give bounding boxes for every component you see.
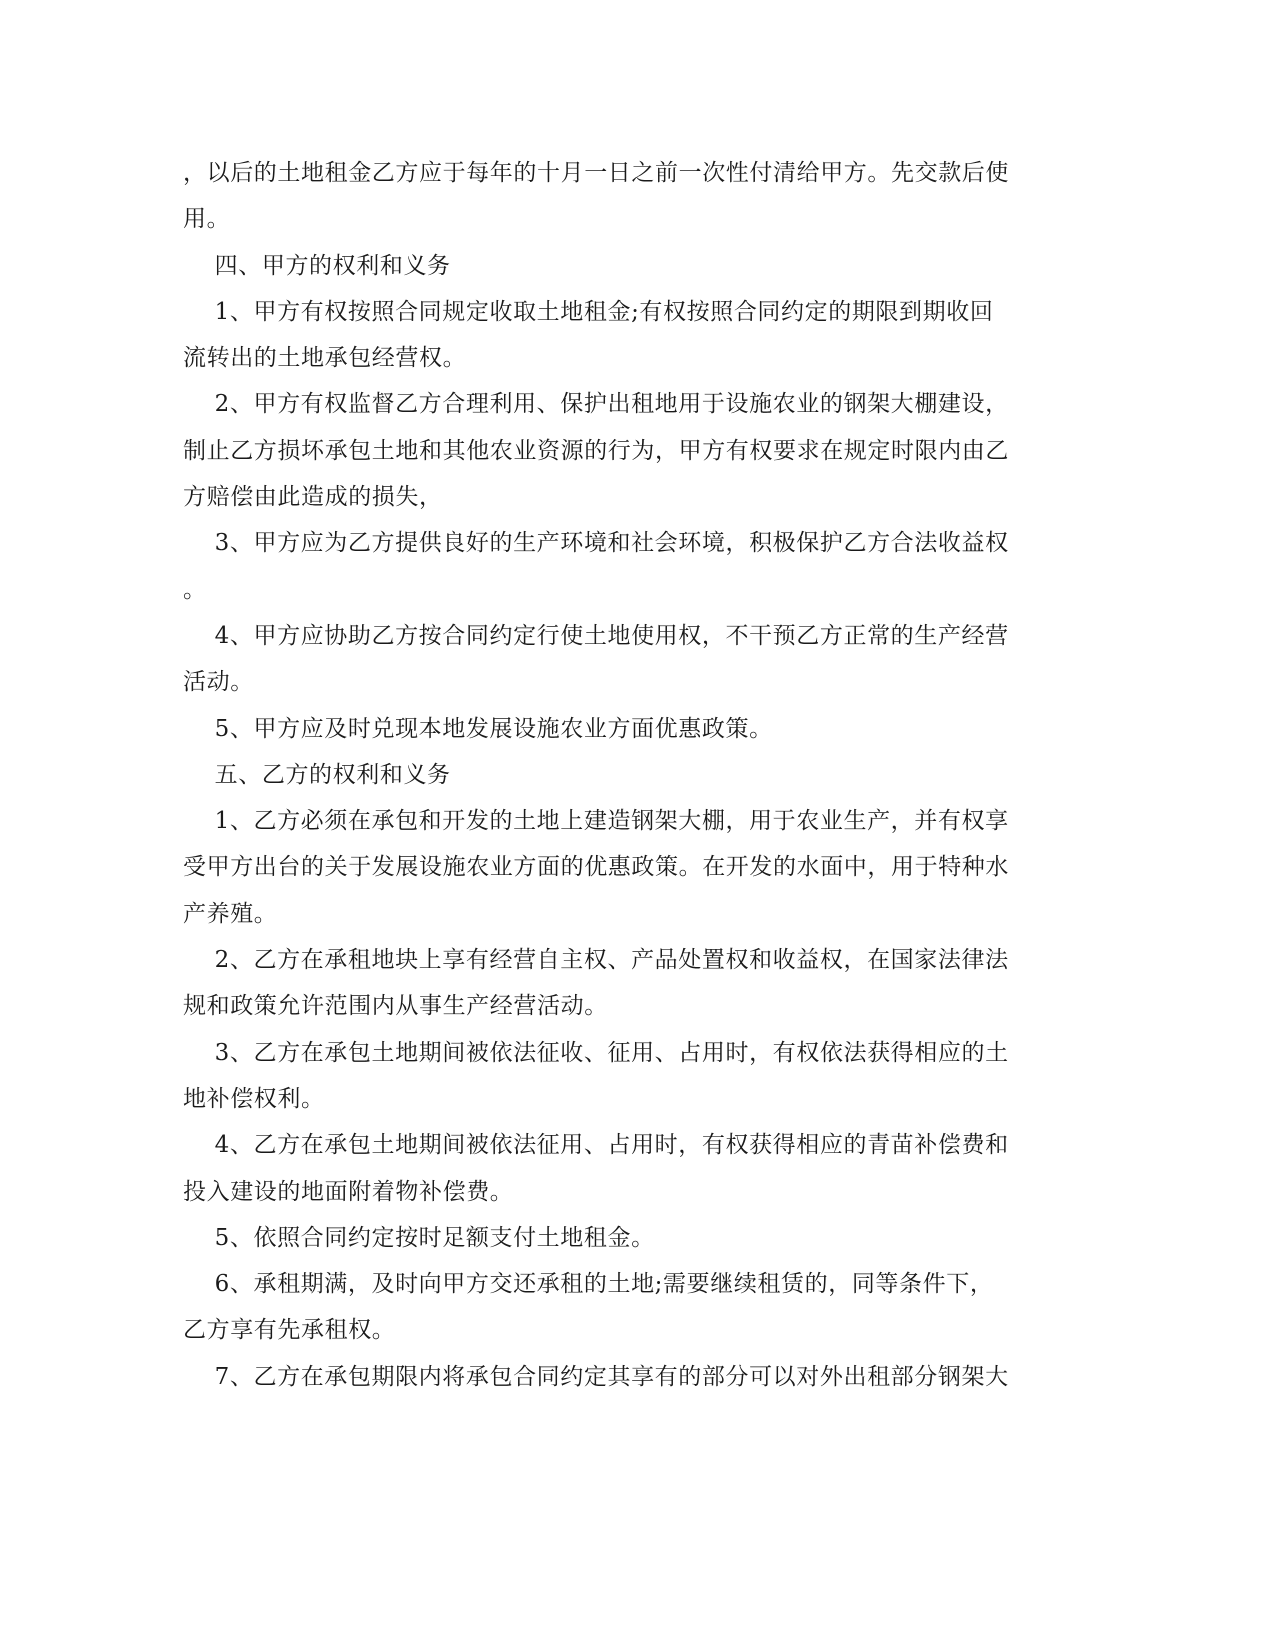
text-line: 用。 xyxy=(183,206,231,233)
text-line: 3、甲方应为乙方提供良好的生产环境和社会环境，积极保护乙方合法收益权 xyxy=(183,530,1009,557)
paragraph xyxy=(183,937,1033,1030)
paragraph xyxy=(183,381,1033,520)
text-line: 。 xyxy=(183,576,207,603)
text-line: 产养殖。 xyxy=(183,900,278,927)
paragraph xyxy=(183,798,1033,937)
text-line: 流转出的土地承包经营权。 xyxy=(183,345,467,372)
paragraph xyxy=(183,1122,1033,1215)
text-line: 2、甲方有权监督乙方合理利用、保护出租地用于设施农业的钢架大棚建设， xyxy=(183,391,1009,418)
text-line: 制止乙方损坏承包土地和其他农业资源的行为，甲方有权要求在规定时限内由乙 xyxy=(183,437,1009,464)
text-line: 6、承租期满，及时向甲方交还承租的土地;需要继续租赁的，同等条件下， xyxy=(183,1271,994,1298)
text-line: 4、乙方在承包土地期间被依法征用、占用时，有权获得相应的青苗补偿费和 xyxy=(183,1132,1009,1159)
paragraph xyxy=(183,706,1033,752)
paragraph xyxy=(183,1030,1033,1123)
text-line: 投入建设的地面附着物补偿费。 xyxy=(183,1178,514,1205)
text-line: 规和政策允许范围内从事生产经营活动。 xyxy=(183,993,608,1020)
text-line: 地补偿权利。 xyxy=(183,1085,325,1112)
text-line: 3、乙方在承包土地期间被依法征收、征用、占用时，有权依法获得相应的土 xyxy=(183,1039,1009,1066)
text-line: 2、乙方在承租地块上享有经营自主权、产品处置权和收益权，在国家法律法 xyxy=(183,947,1009,974)
text-line: 方赔偿由此造成的损失， xyxy=(183,484,443,511)
text-line: 乙方享有先承租权。 xyxy=(183,1317,396,1344)
paragraph xyxy=(183,752,1033,798)
text-line: 1、乙方必须在承包和开发的土地上建造钢架大棚，用于农业生产，并有权享 xyxy=(183,808,1009,835)
paragraph xyxy=(183,1354,1033,1400)
text-line: 4、甲方应协助乙方按合同约定行使土地使用权，不干预乙方正常的生产经营 xyxy=(183,622,1009,649)
paragraph xyxy=(183,520,1033,613)
text-line: 活动。 xyxy=(183,669,254,696)
text-line: 5、依照合同约定按时足额支付土地租金。 xyxy=(183,1224,655,1251)
paragraph xyxy=(183,243,1033,289)
text-line: 1、甲方有权按照合同规定收取土地租金;有权按照合同约定的期限到期收回 xyxy=(183,298,994,325)
paragraph xyxy=(183,613,1033,706)
text-line: 五、乙方的权利和义务 xyxy=(183,761,451,788)
document-body xyxy=(183,150,1033,1400)
paragraph xyxy=(183,1261,1033,1354)
text-line: ，以后的土地租金乙方应于每年的十月一日之前一次性付清给甲方。先交款后使 xyxy=(183,160,1009,186)
text-line: 5、甲方应及时兑现本地发展设施农业方面优惠政策。 xyxy=(183,715,773,742)
text-line: 7、乙方在承包期限内将承包合同约定其享有的部分可以对外出租部分钢架大 xyxy=(183,1363,1009,1390)
paragraph xyxy=(183,150,1033,243)
text-line: 四、甲方的权利和义务 xyxy=(183,252,451,279)
paragraph xyxy=(183,1215,1033,1261)
text-line: 受甲方出台的关于发展设施农业方面的优惠政策。在开发的水面中，用于特种水 xyxy=(183,854,1009,881)
paragraph xyxy=(183,289,1033,382)
